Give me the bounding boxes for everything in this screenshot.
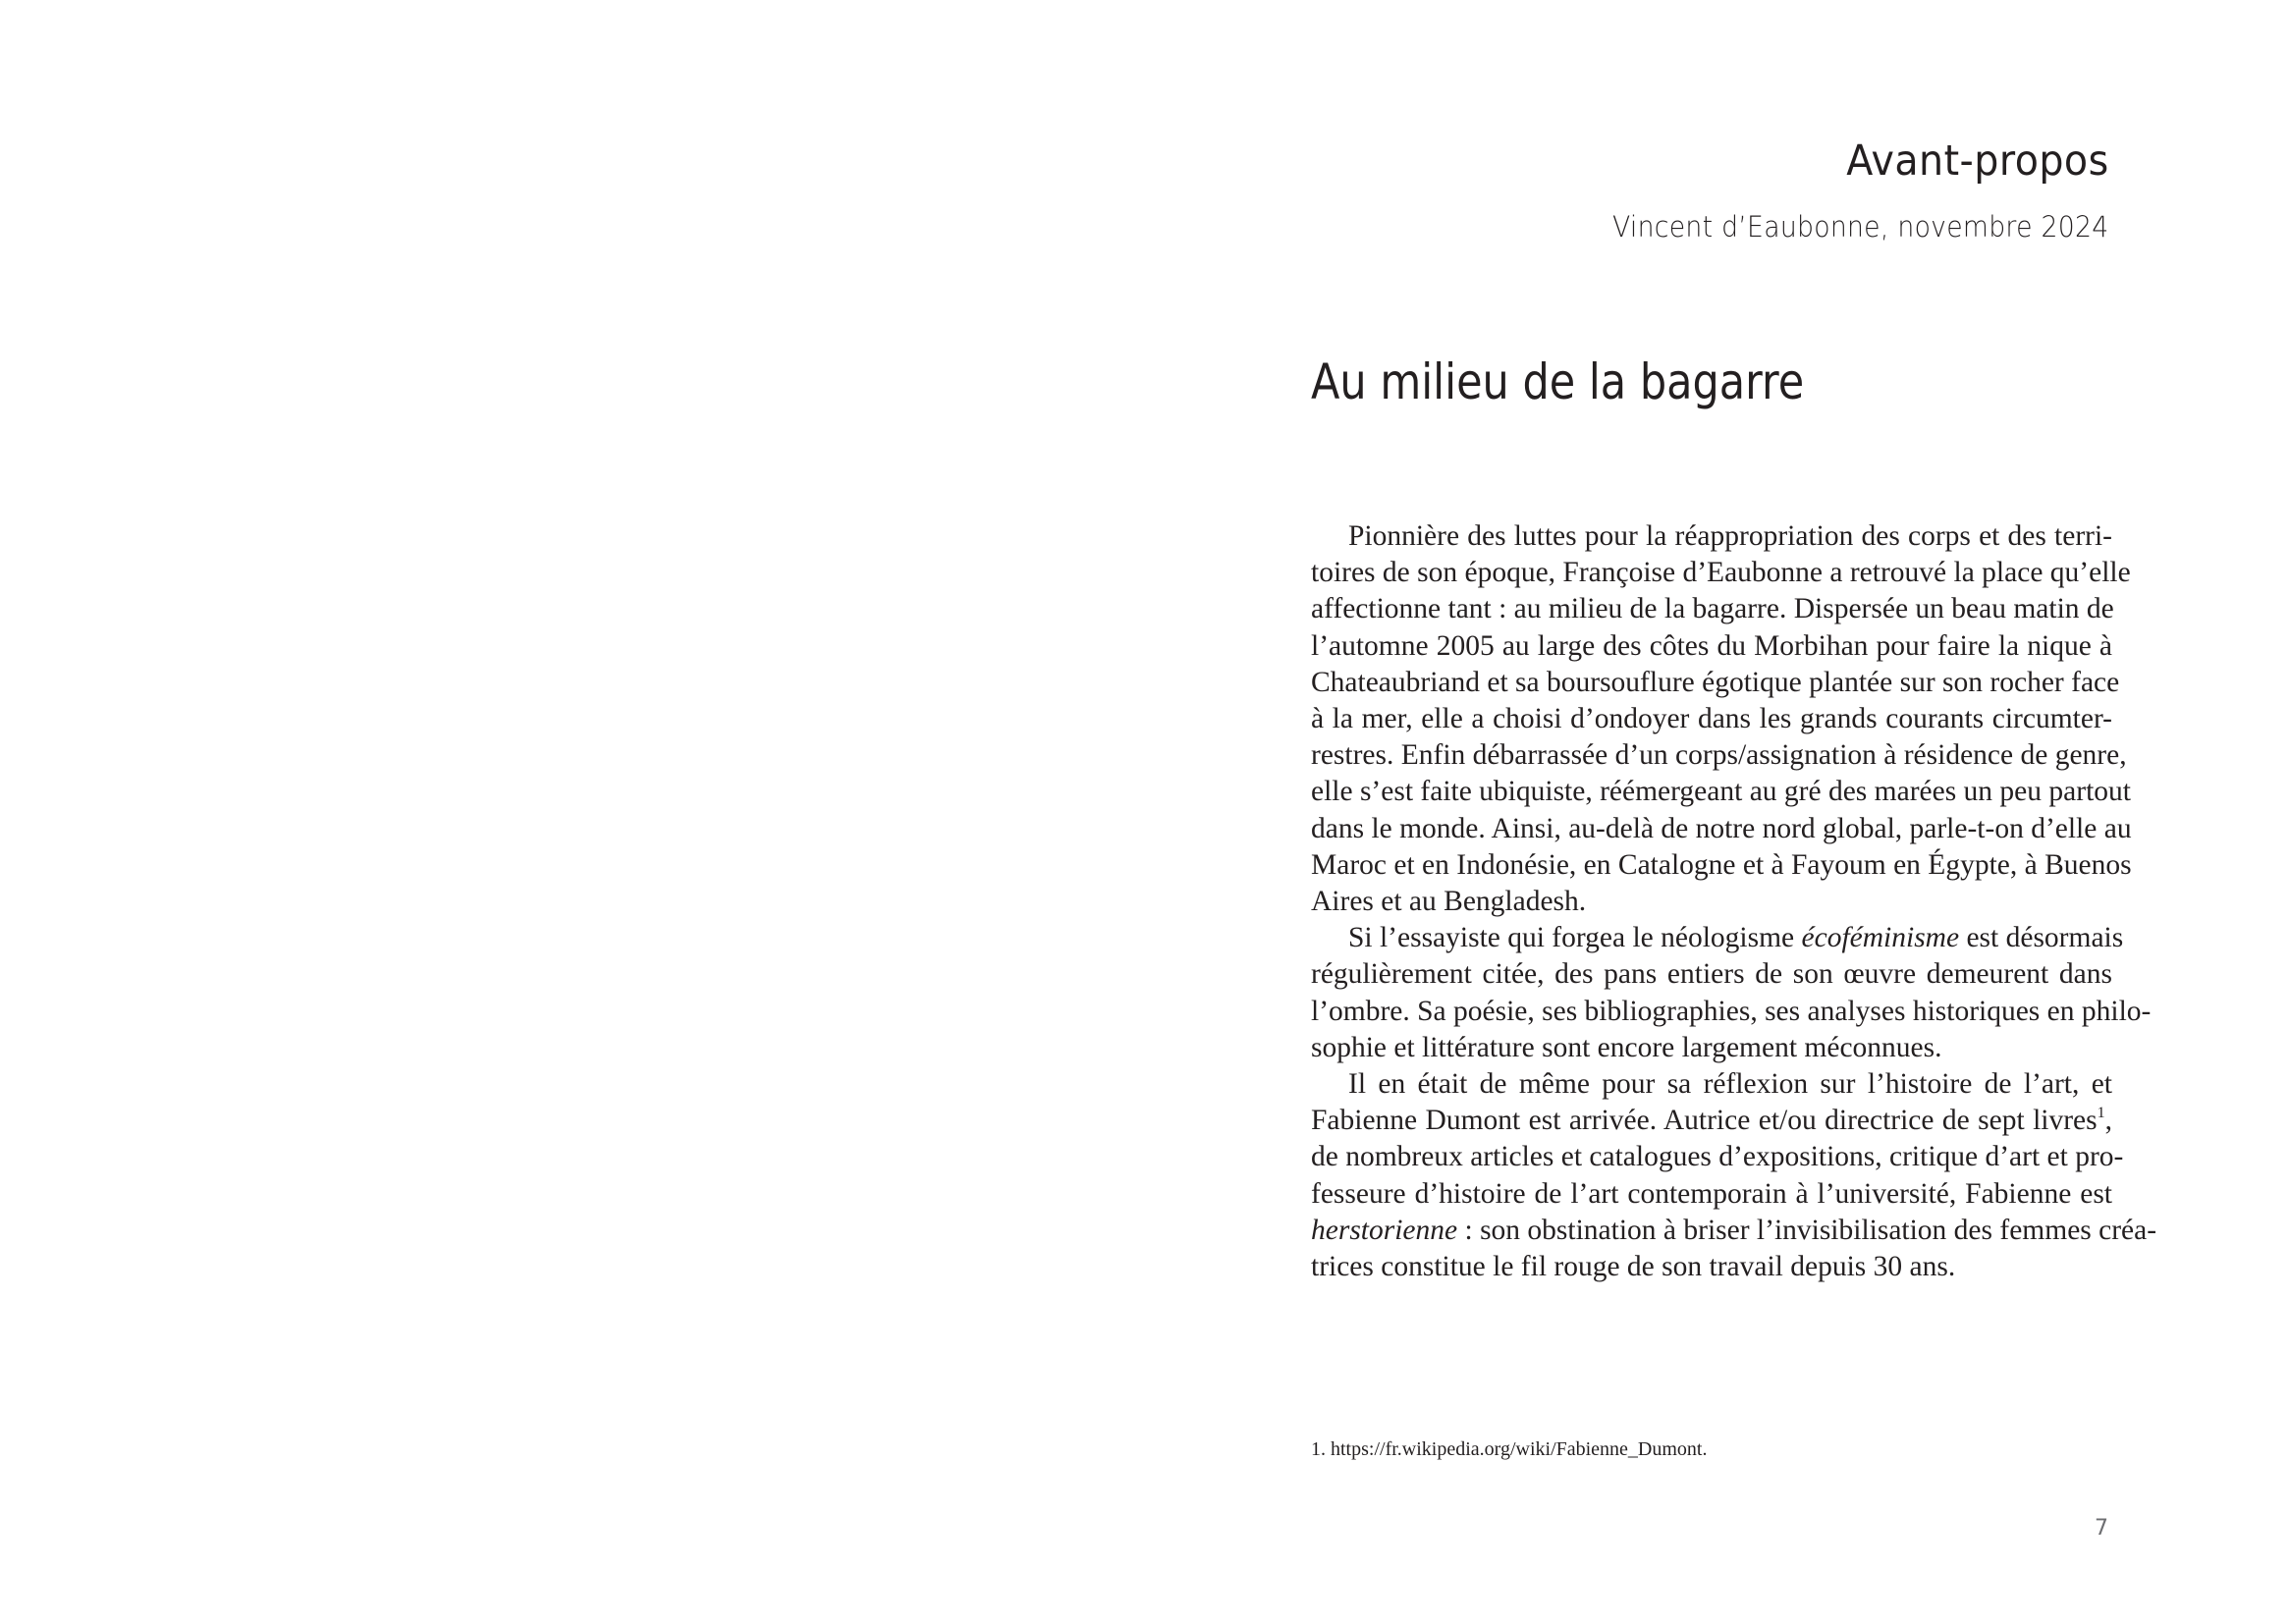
text-run: : son obstination à briser l’invisibilisation des femmes créa- [1457,1214,2157,1246]
text-line: Il en était de même pour sa réflexion sur l’histoire de l’art, et [1348,1068,2112,1101]
text-line: l’automne 2005 au large des côtes du Morbihan pour faire la nique à [1311,629,2112,662]
text-line: Aires et au Bengladesh. [1311,886,1587,918]
text-line [1311,920,2124,956]
chapter-title: Au milieu de la bagarre [1311,353,1805,410]
text-line: sophie et littérature sont encore largement méconnues. [1311,1031,1942,1063]
paragraph-2 [1311,920,2152,1066]
text-run: est désormais [1959,922,2124,954]
text-run: , [2104,1105,2112,1137]
text-run: Fabienne Dumont est arrivée. Autrice et/ou directrice de sept livres [1311,1105,2098,1137]
text-line: fesseure d’histoire de l’art contemporain à l’université, Fabienne est [1311,1177,2112,1210]
text-line: toires de son époque, Françoise d’Eaubonne a retrouvé la place qu’elle [1311,557,2131,589]
text-line: à la mer, elle a choisi d’ondoyer dans les grands courants circumter- [1311,703,2112,735]
text-line: Pionnière des luttes pour la réappropriation des corps et des terri- [1348,520,2112,552]
text-line: elle s’est faite ubiquiste, réémergeant au gré des marées un peu partout [1311,776,2131,808]
footnote: 1. https://fr.wikipedia.org/wiki/Fabienne_Dumont. [1311,1438,1708,1460]
text-line: dans le monde. Ainsi, au-delà de notre nord global, parle-t-on d’elle au [1311,812,2132,844]
paragraph-3 [1311,1066,2157,1285]
text-line: Chateaubriand et sa boursouflure égotique plantée sur son rocher face [1311,666,2120,698]
text-run: Si l’essayiste qui forgea le néologisme [1348,922,1802,954]
italic-term: herstorienne [1311,1214,1458,1246]
text-line: de nombreux articles et catalogues d’expositions, critique d’art et pro- [1311,1141,2124,1173]
text-line: affectionne tant : au milieu de la bagarre. Dispersée un beau matin de [1311,593,2114,625]
byline: Vincent d’Eaubonne, novembre 2024 [1612,210,2109,244]
text-line: l’ombre. Sa poésie, ses bibliographies, ses analyses historiques en philo- [1311,995,2152,1027]
text-line: Maroc et en Indonésie, en Catalogne et à Fayoum en Égypte, à Buenos [1311,848,2132,881]
text-line: régulièrement citée, des pans entiers de son œuvre demeurent dans [1311,958,2112,991]
page-number: 7 [2095,1516,2108,1541]
footnote-reference[interactable]: 1 [2097,1105,2105,1122]
body-text [1311,518,2157,1285]
text-line [1311,1213,2157,1249]
right-page [1145,0,2289,1624]
paragraph-1 [1311,518,2132,920]
left-page-blank [0,0,1144,1624]
text-line: trices constitue le fil rouge de son travail depuis 30 ans. [1311,1251,1956,1283]
text-line [1311,1103,2112,1139]
italic-term: écoféminisme [1801,922,1960,954]
section-title: Avant-propos [1846,136,2109,186]
text-line: restres. Enfin débarrassée d’un corps/assignation à résidence de genre, [1311,739,2127,772]
